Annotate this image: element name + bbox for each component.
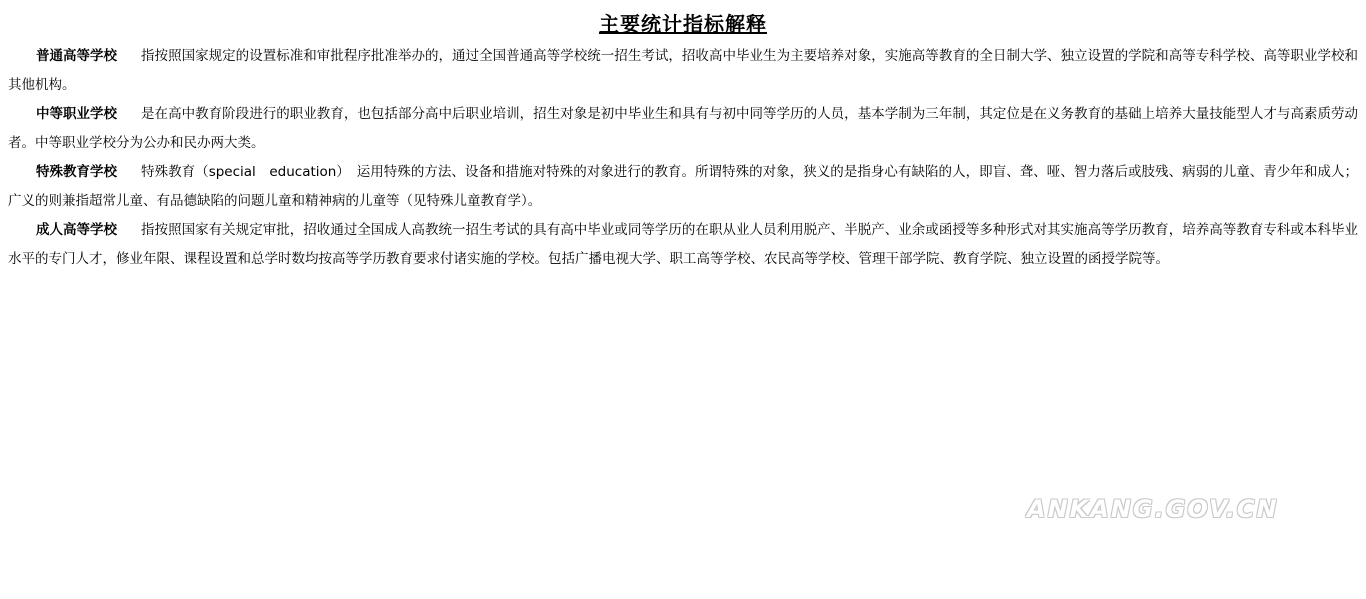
document-page (8, 10, 1358, 274)
definition-paragraph-regular-higher-education (8, 42, 1358, 100)
definition-text: 特殊教育（special education） 运用特殊的方法、设备和措施对特殊的对象进行的教育。所谓特殊的对象，狭义的是指身心有缺陷的人，即盲、聋、哑、智力落后或肢残、病弱的儿童、青少年和成人；广义的则兼指超常儿童、有品德缺陷的问题儿童和精神病的儿童等（见特殊儿童教育学）。 (8, 164, 1358, 209)
page-title: 主要统计指标解释 (599, 12, 767, 36)
term-label: 成人高等学校 (36, 222, 117, 238)
term-label: 普通高等学校 (36, 48, 117, 64)
definition-paragraph-special-education (8, 158, 1358, 216)
definition-text: 指按照国家规定的设置标准和审批程序批准举办的，通过全国普通高等学校统一招生考试，招收高中毕业生为主要培养对象，实施高等教育的全日制大学、独立设置的学院和高等专科学校、高等职业学校和其他机构。 (8, 48, 1358, 93)
definition-paragraph-adult-higher-education (8, 216, 1358, 274)
site-watermark: ANKANG.GOV.CN (1027, 495, 1279, 523)
definition-text: 指按照国家有关规定审批，招收通过全国成人高教统一招生考试的具有高中毕业或同等学历的在职从业人员利用脱产、半脱产、业余或函授等多种形式对其实施高等学历教育，培养高等教育专科或本科毕业水平的专门人才，修业年限、课程设置和总学时数均按高等学历教育要求付诸实施的学校。包括广播电视大学、职工高等学校、农民高等学校、管理干部学院、教育学院、独立设置的函授学院等。 (8, 222, 1358, 267)
term-label: 中等职业学校 (36, 106, 117, 122)
term-label: 特殊教育学校 (36, 164, 117, 180)
definition-paragraph-secondary-vocational (8, 100, 1358, 158)
definition-text: 是在高中教育阶段进行的职业教育，也包括部分高中后职业培训，招生对象是初中毕业生和具有与初中同等学历的人员，基本学制为三年制，其定位是在义务教育的基础上培养大量技能型人才与高素质劳动者。中等职业学校分为公办和民办两大类。 (8, 106, 1358, 151)
